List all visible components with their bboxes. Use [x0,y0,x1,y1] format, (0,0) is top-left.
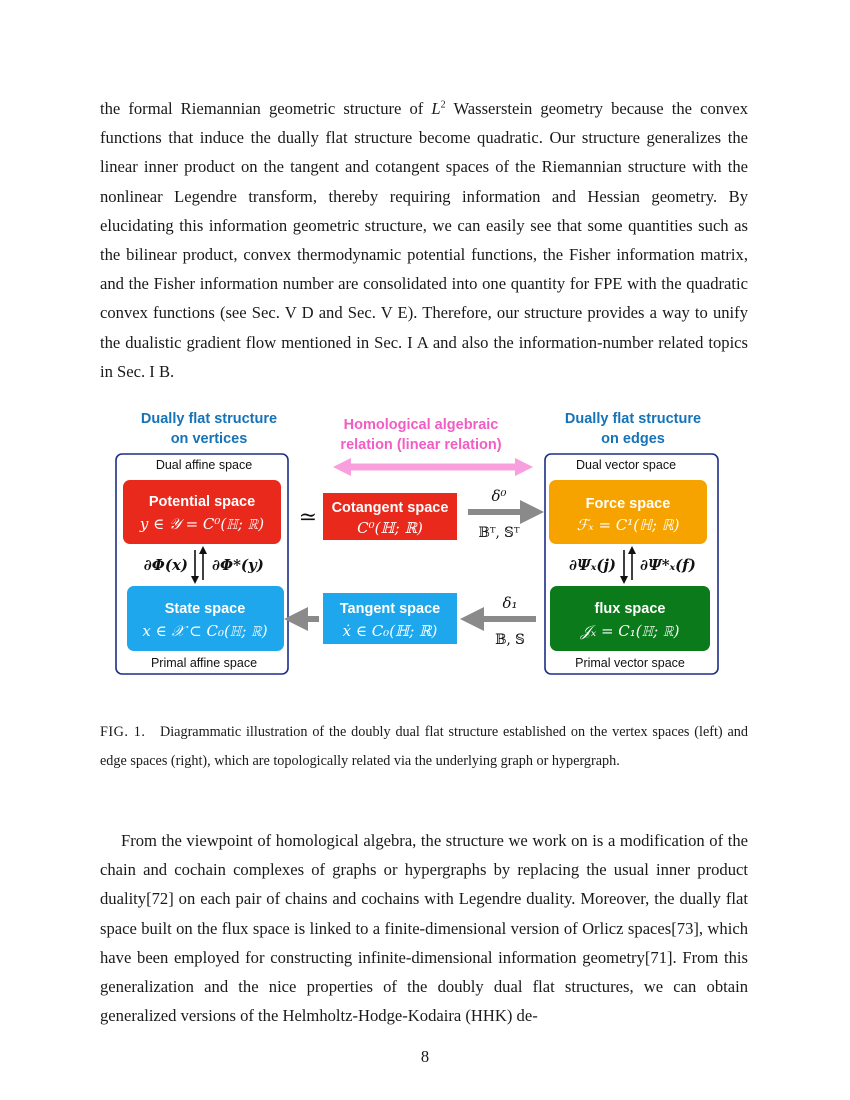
homological-title-line-2: relation (linear relation) [340,437,502,453]
left-primal-map-label: ∂Φ*(y) [212,556,264,574]
cotangent-space-title: Cotangent space [331,500,449,516]
cotangent-space-math: C⁰(ℍ; ℝ) [357,519,423,537]
flux-space-title: flux space [594,601,666,617]
paragraph-1-text-rest: Wasserstein geometry because the convex functions that induce the dually flat structure become quadratic. Our structure generalizes the linear inner product on the tangent and cotangent spaces of the Riemannian structure with the nonlinear Legendre transform, thereby requiring information and Hessian geometry. By elucidating this information geometric structure, we can easily see that some quantities such as the bilinear product, convex thermodynamic potential functions, the Fisher information matrix, and the Fisher information number are consolidated into one quantity for FPE with the quadratic convex functions (see Sec. V D and Sec. V E). Therefore, our structure provides a way to unify the dualistic gradient flow mentioned in Sec. I A and also the information-number related topics in Sec. I B. [100,99,748,381]
dual-vector-space-label: Dual vector space [575,458,677,472]
isomorphism-symbol: ≃ [298,505,318,530]
homological-title-line-1: Homological algebraic [343,417,499,433]
flux-space-box [550,586,710,651]
b-transpose-label: 𝔹ᵀ, 𝕊ᵀ [478,525,520,541]
force-space-math: ℱₓ = C¹(ℍ; ℝ) [576,516,680,534]
dual-affine-space-label: Dual affine space [155,458,253,472]
flux-space-math: 𝒥ₓ = C₁(ℍ; ℝ) [580,622,680,640]
b-plain-label: 𝔹, 𝕊 [495,632,525,648]
caption-label: FIG. 1. [100,724,146,740]
state-space-math: x ∈ 𝒳 ⊂ C₀(ℍ; ℝ) [142,622,268,640]
body-paragraph-2: From the viewpoint of homological algebra, the structure we work on is a modification of the chain and cochain complexes of graphs or hypergraphs by replacing the usual inner product duality[72] on each pair of chains and cochains with Legendre duality. Moreover, the dually flat space built on the flux space is linked to a finite-dimensional version of Orlicz spaces[73], which have been employed for constructing infinite-dimensional information geometry[71]. From this generalization and the nice properties of the doubly dual flat structures, we can obtain generalized versions of the Helmholtz-Hodge-Kodaira (HHK) de- [100,831,748,1026]
paragraph-1-text-start: the formal Riemannian geometric structure of [100,99,432,118]
potential-space-math: y ∈ 𝒴 = C⁰(ℍ; ℝ) [139,515,265,533]
left-title-line-2: on vertices [170,431,248,447]
delta-upper-label: δ⁰ [491,487,507,505]
primal-vector-space-label: Primal vector space [575,656,685,670]
right-title-line-1: Dually flat structure [564,411,702,427]
caption-text: Diagrammatic illustration of the doubly dual flat structure established on the vertex spaces (left) and edge spaces (right), which are topologically related via the underlying graph or hypergraph. [100,724,748,770]
force-space-title: Force space [585,496,671,512]
delta-lower-label: δ₁ [502,594,518,612]
state-space-title: State space [164,601,246,617]
math-superscript: 2 [440,99,446,111]
right-title-line-2: on edges [601,431,665,447]
state-space-box [127,586,284,651]
potential-space-title: Potential space [148,494,256,510]
right-primal-map-label: ∂Ψ*ₓ(f) [640,556,696,574]
right-dual-map-label: ∂Ψₓ(j) [569,556,616,574]
left-title-line-1: Dually flat structure [140,411,278,427]
page-number: 8 [420,1047,430,1066]
primal-affine-space-label: Primal affine space [150,656,258,670]
figure-1-diagram [100,400,748,690]
math-L: L [431,99,441,118]
potential-space-box [123,480,281,544]
left-dual-map-label: ∂Φ(x) [143,556,188,574]
tangent-space-math: ẋ ∈ C₀(ℍ; ℝ) [342,622,438,640]
force-space-box [549,480,707,544]
figure-caption [100,718,748,777]
tangent-space-title: Tangent space [339,601,441,617]
body-paragraph-1 [100,94,748,386]
